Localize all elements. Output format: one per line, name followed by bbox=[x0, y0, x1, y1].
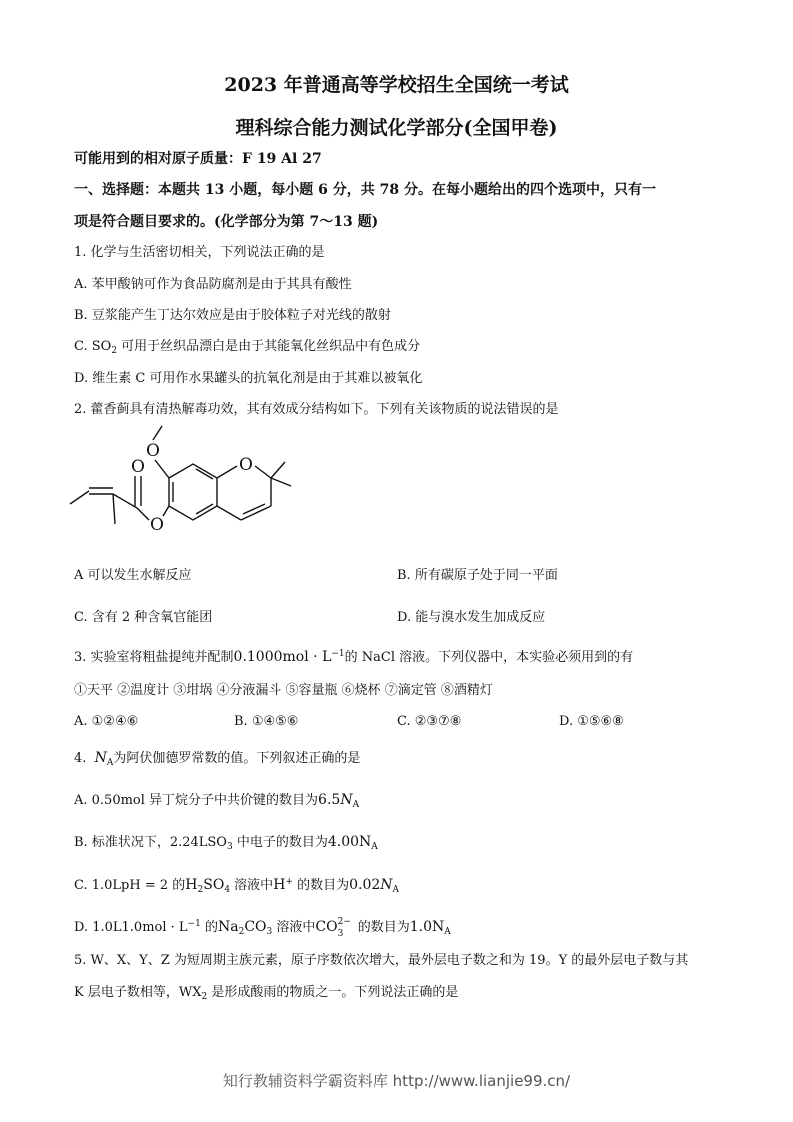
q5-line1: 5. W、X、Y、Z 为短周期主族元素，原子序数依次增大，最外层电子数之和为 19。Y 的最外层电子数与其 bbox=[74, 953, 689, 968]
q4-option-d: D. $1.0L1.0mol \cdot L^{-1}$ 的$Na_2CO_3$ 溶液中CO 2− 3 的数目为$1.0N_A$ bbox=[74, 917, 451, 939]
q2-option-d: D. 能与溴水发生加成反应 bbox=[397, 610, 546, 625]
q4-option-a: A. 0.50mol 异丁烷分子中共价键的数目为$6.5N_A$ bbox=[74, 792, 360, 810]
section-instruction-line2: 项是符合题目要求的。(化学部分为第 7～13 题) bbox=[74, 214, 379, 230]
q1-option-b: B. 豆浆能产生丁达尔效应是由于胶体粒子对光线的散射 bbox=[74, 308, 391, 323]
q3-option-c: C. ②③⑦⑧ bbox=[397, 714, 462, 729]
q4-option-c: C. 1.0LpH = 2 的$H_2SO_4$ 溶液中H+ 的数目为$0.02N_A$ bbox=[74, 877, 400, 895]
q1-stem: 1. 化学与生活密切相关，下列说法正确的是 bbox=[74, 245, 325, 260]
atomic-mass-note: 可能用到的相对原子质量：F 19 Al 27 bbox=[74, 151, 322, 167]
exam-subtitle: 理科综合能力测试化学部分(全国甲卷) bbox=[235, 117, 558, 139]
q2-stem: 2. 藿香蓟具有清热解毒功效，其有效成分结构如下。下列有关该物质的说法错误的是 bbox=[74, 402, 559, 417]
q3-option-b: B. ①④⑤⑥ bbox=[234, 714, 299, 729]
molecular-structure bbox=[65, 420, 305, 535]
q3-option-a: A. ①②④⑥ bbox=[74, 714, 139, 729]
q2-option-b: B. 所有碳原子处于同一平面 bbox=[397, 568, 558, 583]
q2-option-c: C. 含有 2 种含氧官能团 bbox=[74, 610, 213, 625]
q1-option-d: D. 维生素 C 可用作水果罐头的抗氧化剂是由于其难以被氧化 bbox=[74, 371, 423, 386]
q5-line2: K 层电子数相等，$WX_2$ 是形成酸雨的物质之一。下列说法正确的是 bbox=[74, 985, 459, 1002]
q1-option-c: C. $SO_2$ 可用于丝织品漂白是由于其能氧化丝织品中有色成分 bbox=[74, 339, 421, 356]
methoxy-oxygen: O bbox=[146, 441, 160, 461]
ring-oxygen: O bbox=[239, 455, 253, 475]
q4-stem: 4. $N_A$为阿伏伽德罗常数的值。下列叙述正确的是 bbox=[74, 750, 361, 768]
exam-title: 2023 年普通高等学校招生全国统一考试 bbox=[224, 74, 569, 96]
q3-stem: 3. 实验室将粗盐提纯并配制$0.1000mol \cdot L^{-1}$的 NaCl 溶液。下列仪器中，本实验必须用到的有 bbox=[74, 649, 634, 665]
footer-watermark: 知行教辅资料学霸资料库 http://www.lianjie99.cn/ bbox=[222, 1072, 571, 1090]
q3-option-d: D. ①⑤⑥⑧ bbox=[559, 714, 624, 729]
carbonyl-oxygen: O bbox=[131, 457, 145, 477]
q1-option-a: A. 苯甲酸钠可作为食品防腐剂是由于其具有酸性 bbox=[74, 277, 352, 292]
q3-items: ①天平 ②温度计 ③坩埚 ④分液漏斗 ⑤容量瓶 ⑥烧杯 ⑦滴定管 ⑧酒精灯 bbox=[74, 683, 493, 698]
q2-option-a: A 可以发生水解反应 bbox=[74, 568, 192, 583]
ester-oxygen: O bbox=[150, 515, 164, 535]
q4-option-b: B. 标准状况下，$2.24LSO_3$ 中电子的数目为$4.00N_A$ bbox=[74, 834, 378, 852]
section-instruction-line1: 一、选择题：本题共 13 小题，每小题 6 分，共 78 分。在每小题给出的四个选项中，只有一 bbox=[74, 182, 656, 198]
